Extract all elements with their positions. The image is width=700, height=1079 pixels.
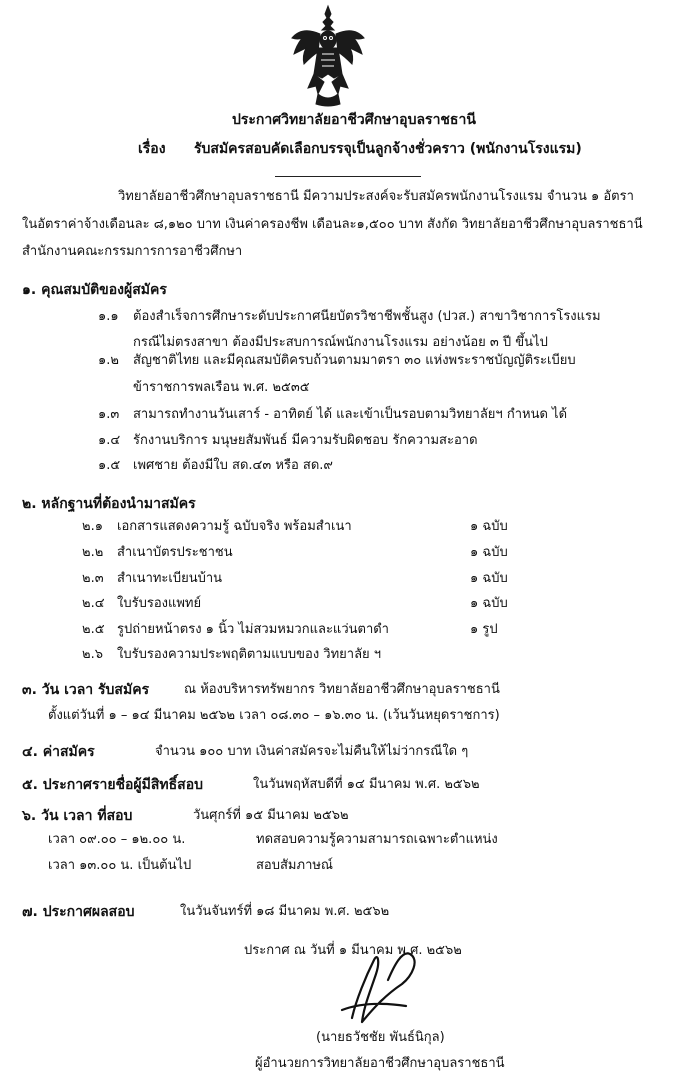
garuda-emblem-icon	[288, 4, 368, 108]
intro-line-1: วิทยาลัยอาชีวศึกษาอุบลราชธานี มีความประสงค์จะรับสมัครพนักงานโรงแรม จำนวน ๑ อัตรา	[118, 189, 634, 204]
section3-heading: ๓. วัน เวลา รับสมัคร	[22, 682, 150, 698]
document-text: ใบรับรองความประพฤติตามแบบของ วิทยาลัย ฯ	[117, 647, 382, 662]
qualification-text-cont: กรณีไม่ตรงสาขา ต้องมีประสบการณ์พนักงานโรงแรม อย่างน้อย ๓ ปี ขึ้นไป	[133, 335, 548, 350]
qualification-text: สัญชาติไทย และมีคุณสมบัติครบถ้วนตามมาตรา ๓๐ แห่งพระราชบัญญัติระเบียบ	[133, 353, 576, 368]
section6-date: วันศุกร์ที่ ๑๕ มีนาคม ๒๕๖๒	[193, 808, 349, 823]
qualification-number: ๑.๕	[98, 458, 121, 473]
subject-label: เรื่อง	[138, 141, 166, 157]
section6-heading: ๖. วัน เวลา ที่สอบ	[22, 808, 133, 824]
signer-title: ผู้อำนวยการวิทยาลัยอาชีวศึกษาอุบลราชธานี	[255, 1056, 505, 1071]
title-divider	[275, 176, 421, 177]
section5-heading: ๕. ประกาศรายชื่อผู้มีสิทธิ์สอบ	[22, 777, 204, 793]
section3-location: ณ ห้องบริหารทรัพยากร วิทยาลัยอาชีวศึกษาอุบลราชธานี	[184, 682, 500, 697]
qualification-text: สามารถทำงานวันเสาร์ - อาทิตย์ ได้ และเข้าเป็นรอบตามวิทยาลัยฯ กำหนด ได้	[133, 407, 568, 422]
section1-heading: ๑. คุณสมบัติของผู้สมัคร	[22, 282, 167, 298]
announcement-title: ประกาศวิทยาลัยอาชีวศึกษาอุบลราชธานี	[232, 112, 476, 128]
document-text: สำเนาบัตรประชาชน	[117, 545, 233, 560]
intro-line-3: สำนักงานคณะกรรมการการอาชีวศึกษา	[22, 244, 243, 259]
exam-time: เวลา ๑๓.๐๐ น. เป็นต้นไป	[48, 858, 192, 873]
qualification-text: รักงานบริการ มนุษยสัมพันธ์ มีความรับผิดชอบ รักความสะอาด	[133, 433, 478, 448]
exam-time: เวลา ๐๙.๐๐ – ๑๒.๐๐ น.	[48, 832, 186, 847]
intro-line-2: ในอัตราค่าจ้างเดือนละ ๘,๑๒๐ บาท เงินค่าครองชีพ เดือนละ๑,๕๐๐ บาท สังกัด วิทยาลัยอาชีวศึกษาอุบลราชธานี	[22, 217, 643, 232]
section4-fee: จำนวน ๑๐๐ บาท เงินค่าสมัครจะไม่คืนให้ไม่ว่ากรณีใด ๆ	[155, 744, 469, 759]
announce-date: ประกาศ ณ วันที่ ๑ มีนาคม พ.ศ. ๒๕๖๒	[244, 943, 462, 958]
document-quantity: ๑ ฉบับ	[470, 545, 508, 560]
document-text: เอกสารแสดงความรู้ ฉบับจริง พร้อมสำเนา	[117, 519, 352, 534]
document-number: ๒.๑	[82, 519, 103, 534]
document-number: ๒.๕	[82, 622, 105, 637]
section3-period: ตั้งแต่วันที่ ๑ – ๑๔ มีนาคม ๒๕๖๒ เวลา ๐๘.๓๐ – ๑๖.๓๐ น. (เว้นวันหยุดราชการ)	[48, 708, 500, 723]
qualification-number: ๑.๓	[98, 407, 120, 422]
qualification-text: ต้องสำเร็จการศึกษาระดับประกาศนียบัตรวิชาชีพชั้นสูง (ปวส.) สาขาวิชาการโรงแรม	[133, 309, 601, 324]
signer-name: (นายธวัชชัย พันธ์นิกุล)	[316, 1030, 445, 1045]
document-quantity: ๑ ฉบับ	[470, 596, 508, 611]
document-quantity: ๑ ฉบับ	[470, 571, 508, 586]
qualification-number: ๑.๔	[98, 433, 121, 448]
section4-heading: ๔. ค่าสมัคร	[22, 744, 95, 760]
document-number: ๒.๔	[82, 596, 105, 611]
document-number: ๒.๒	[82, 545, 104, 560]
document-number: ๒.๖	[82, 647, 103, 662]
section7-heading: ๗. ประกาศผลสอบ	[22, 904, 135, 920]
qualification-text-cont: ข้าราชการพลเรือน พ.ศ. ๒๕๓๕	[133, 380, 310, 395]
handwritten-signature-icon	[322, 940, 432, 1030]
section2-heading: ๒. หลักฐานที่ต้องนำมาสมัคร	[22, 496, 196, 512]
qualification-number: ๑.๑	[98, 309, 119, 324]
document-quantity: ๑ ฉบับ	[470, 519, 508, 534]
document-text: สำเนาทะเบียนบ้าน	[117, 571, 223, 586]
subject-text: รับสมัครสอบคัดเลือกบรรจุเป็นลูกจ้างชั่วคราว (พนักงานโรงแรม)	[194, 141, 582, 157]
document-number: ๒.๓	[82, 571, 104, 586]
document-quantity: ๑ รูป	[470, 622, 498, 637]
qualification-number: ๑.๒	[98, 353, 119, 368]
section5-date: ในวันพฤหัสบดีที่ ๑๔ มีนาคม พ.ศ. ๒๕๖๒	[253, 777, 480, 792]
exam-activity: สอบสัมภาษณ์	[256, 858, 333, 873]
document-text: ใบรับรองแพทย์	[117, 596, 202, 611]
qualification-text: เพศชาย ต้องมีใบ สด.๔๓ หรือ สด.๙	[133, 458, 333, 473]
exam-activity: ทดสอบความรู้ความสามารถเฉพาะตำแหน่ง	[256, 832, 498, 847]
document-text: รูปถ่ายหน้าตรง ๑ นิ้ว ไม่สวมหมวกและแว่นตาดำ	[117, 622, 389, 637]
section7-date: ในวันจันทร์ที่ ๑๘ มีนาคม พ.ศ. ๒๕๖๒	[180, 904, 390, 919]
